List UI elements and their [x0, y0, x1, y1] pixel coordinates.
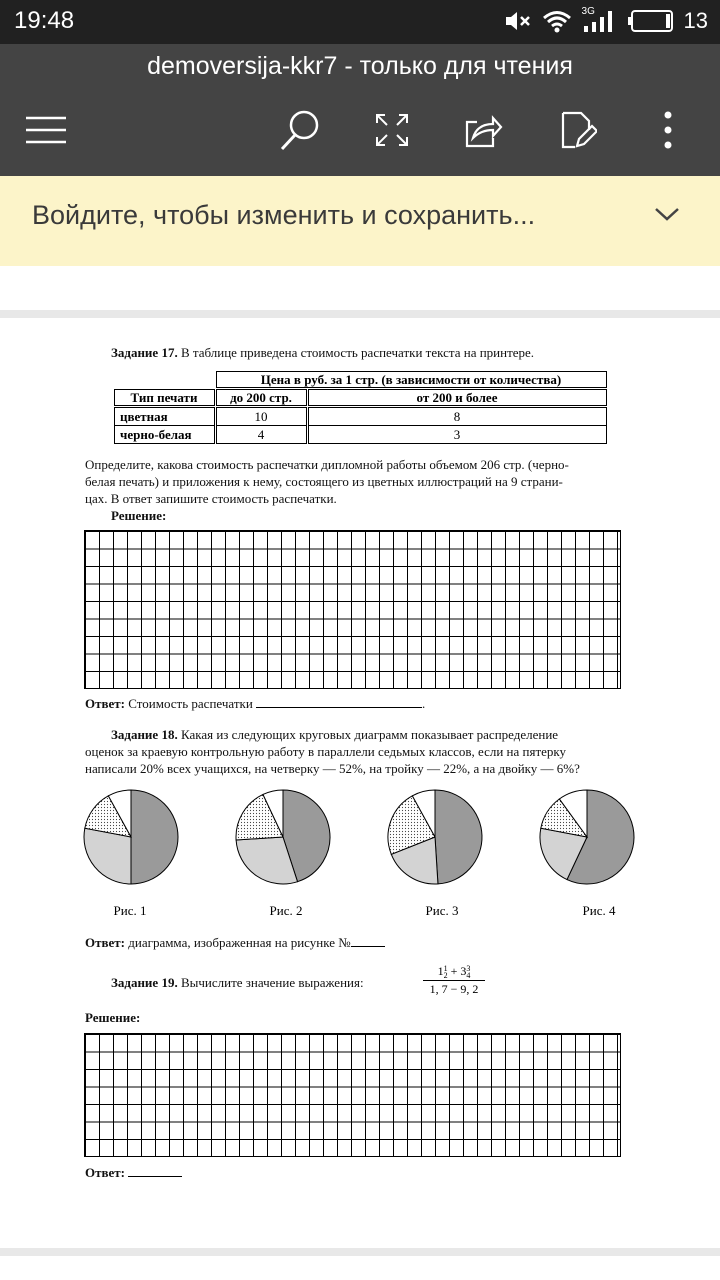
pie-chart-3[interactable]: [386, 788, 484, 886]
task19-answer-blank[interactable]: [128, 1176, 182, 1177]
task17-answer-blank[interactable]: [256, 707, 422, 708]
task17-question-line: Определите, какова стоимость распечатки дипломной работы объемом 206 стр. (черно-: [85, 457, 569, 472]
share-icon: [463, 112, 503, 148]
task17-solution-grid[interactable]: [84, 530, 621, 689]
task19-heading: Задание 19.: [111, 975, 178, 990]
pie-chart-2[interactable]: [234, 788, 332, 886]
fraction-denominator: 2: [443, 971, 448, 981]
chevron-down-icon[interactable]: [654, 206, 680, 222]
pie-slice: [84, 828, 131, 884]
task17-question-line: цах. В ответ запишите стоимость распечатки.: [85, 491, 337, 506]
numerator-whole: 1: [437, 964, 444, 978]
app-toolbar: [0, 44, 720, 176]
task19-solution-grid[interactable]: [84, 1033, 621, 1157]
task18-question-line: оценок за краевую контрольную работу в параллели седьмых классов, если на пятерку: [85, 744, 567, 759]
more-options-button[interactable]: [644, 106, 692, 154]
task19-expression: [423, 963, 485, 998]
task19-answer: [85, 1164, 182, 1181]
table-cell: 10: [254, 409, 268, 424]
task18-heading: Задание 18.: [111, 727, 178, 742]
task18-question-line: Какая из следующих круговых диаграмм показывает распределение: [180, 727, 559, 742]
table-cell: 3: [453, 427, 461, 442]
pie-chart-4[interactable]: [538, 788, 636, 886]
battery-icon: [628, 9, 674, 33]
search-button[interactable]: [276, 106, 324, 154]
fullscreen-button[interactable]: [368, 106, 416, 154]
task18-answer-text: диаграмма, изображенная на рисунке №: [128, 935, 351, 950]
task18-answer: [85, 934, 385, 951]
figure-label: Рис. 4: [582, 903, 616, 918]
fraction-numerator: 1: [443, 964, 448, 974]
figure-label: Рис. 1: [113, 903, 147, 918]
fraction-numerator: 3: [466, 964, 471, 974]
page-separator: [0, 310, 720, 318]
task17-heading: Задание 17.: [111, 345, 178, 360]
table-cell: цветная: [120, 409, 168, 424]
sign-in-banner[interactable]: [0, 176, 720, 267]
clock: 19:48: [14, 7, 75, 34]
figure-label: Рис. 2: [269, 903, 303, 918]
wifi-icon: [542, 9, 572, 33]
share-button[interactable]: [459, 106, 507, 154]
task17-intro: [111, 344, 534, 361]
mute-icon: [504, 9, 532, 33]
table-header-col2: от 200 и более: [416, 390, 498, 405]
table-header-type: Тип печати: [130, 390, 198, 405]
expression-numerator: [423, 963, 485, 981]
status-bar: [0, 0, 720, 44]
table-cell: черно-белая: [120, 427, 192, 442]
edit-button[interactable]: [553, 106, 601, 154]
table-group-header: Цена в руб. за 1 стр. (в зависимости от количества): [260, 372, 562, 387]
task17-question: [85, 456, 645, 507]
pie-chart-1[interactable]: [82, 788, 180, 886]
battery-percent: 13: [683, 8, 708, 33]
task18-question-line: написали 20% всех учащихся, на четверку — 52%, на тройку — 22%, а на двойку — 6%?: [85, 761, 580, 776]
table-header-col1: до 200 стр.: [230, 390, 292, 405]
network-type: 3G: [581, 6, 595, 17]
more-vertical-icon: [662, 110, 674, 150]
task17-question-line: белая печать) и приложения к нему, состоящего из цветных иллюстраций на 9 страни-: [85, 474, 563, 489]
search-icon: [278, 108, 322, 152]
figure-label: Рис. 3: [425, 903, 459, 918]
document-title: demoversija-kkr7 - только для чтения: [147, 52, 573, 80]
task19-solution-label: Решение:: [85, 1010, 141, 1025]
task19-question: [111, 974, 364, 991]
task18-answer-blank[interactable]: [351, 946, 385, 947]
task17-answer-label: Ответ:: [85, 696, 126, 711]
signal-icon: [582, 8, 618, 34]
task17-solution-label: Решение:: [111, 508, 167, 523]
fullscreen-icon: [374, 112, 410, 148]
price-table: [114, 371, 610, 447]
operator-plus: +: [447, 964, 461, 978]
table-cell: 8: [453, 409, 461, 424]
task19-question-text: Вычислите значение выражения:: [180, 975, 364, 990]
task18-answer-label: Ответ:: [85, 935, 126, 950]
pie-slice: [435, 790, 482, 884]
expression-denominator: 1, 7 − 9, 2: [429, 982, 479, 996]
page-separator: [0, 1248, 720, 1256]
fraction-denominator: 4: [466, 971, 471, 981]
task17-answer: Ответ: Стоимость распечатки .: [85, 696, 426, 711]
task19-answer-label: Ответ:: [85, 1165, 126, 1180]
task17-answer-text: Стоимость распечатки: [128, 696, 253, 711]
status-icons: [504, 8, 708, 34]
task17-intro-text: В таблице приведена стоимость распечатки текста на принтере.: [180, 345, 535, 360]
menu-button[interactable]: [22, 106, 70, 154]
menu-icon: [24, 116, 68, 144]
edit-icon: [557, 110, 597, 150]
numerator-whole: 3: [460, 964, 467, 978]
sign-in-banner-text: Войдите, чтобы изменить и сохранить...: [32, 200, 536, 230]
task18-question: [85, 726, 645, 777]
table-cell: 4: [257, 427, 265, 442]
pie-slice: [131, 790, 178, 884]
